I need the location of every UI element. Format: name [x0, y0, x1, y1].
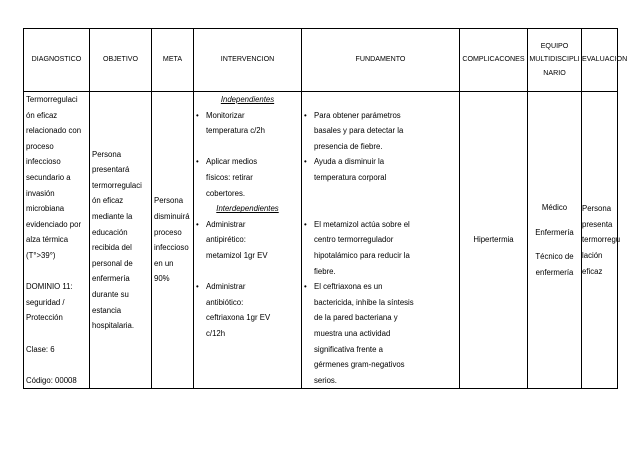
diagnostico-line: alza térmica [26, 235, 69, 245]
clase-text: Clase: 6 [26, 344, 55, 354]
objetivo-line: personal de [92, 258, 133, 268]
objetivo-cell [90, 92, 152, 389]
diagnostico-line: ón eficaz [26, 110, 58, 120]
diagnostico-line: invasión [26, 188, 55, 198]
objetivo-line: presentará [92, 165, 130, 175]
diagnostico-line: proceso [26, 141, 54, 151]
list-item: • Monitorizar temperatura c/2h [194, 108, 301, 139]
header-intervencion: INTERVENCION [194, 29, 302, 92]
list-item: • Para obtener parámetros basales y para detectar la presencia de fiebre. [302, 108, 459, 155]
diagnostico-line: secundario a [26, 172, 71, 182]
dominio-line: seguridad / [26, 297, 65, 307]
care-plan-table [23, 28, 628, 389]
header-evaluacion: EVALUACION [582, 29, 618, 92]
bullet-icon: • [304, 110, 307, 120]
intervencion-cell [194, 92, 302, 389]
header-diagnostico: DIAGNOSTICO [24, 29, 90, 92]
bullet-icon: • [304, 157, 307, 167]
evaluacion-line: termorregu [582, 235, 621, 245]
diagnostico-line: (T°>39°) [26, 250, 56, 260]
diagnostico-line: relacionado con [26, 126, 82, 136]
codigo-text: Código: 00008 [26, 375, 77, 385]
complicaciones-text: Hipertermia [473, 235, 514, 245]
diagnostico-line: infeccioso [26, 157, 61, 167]
bullet-icon: • [196, 110, 199, 120]
meta-line: disminuirá [154, 211, 190, 221]
list-item: • Ayuda a disminuir la temperatura corporal [302, 154, 459, 185]
intervencion-list [194, 108, 301, 202]
list-item: • Administrar antibiótico: ceftriaxona 1gr EV c/12h [194, 279, 301, 341]
interdependientes-heading: Interdependientes [216, 204, 279, 214]
meta-line: proceso [154, 227, 182, 237]
fundamento-cell [302, 92, 460, 389]
list-item: • El ceftriaxona es un bactericida, inhibe la síntesis de la pared bacteriana y muestra una actividad significativa frente a gérmenes gram-negativos serios. [302, 279, 459, 388]
objetivo-line: Persona [92, 149, 122, 159]
fundamento-list [302, 108, 459, 389]
header-objetivo: OBJETIVO [90, 29, 152, 92]
header-equipo: EQUIPO MULTIDISCIPLI NARIO [528, 29, 582, 92]
dominio-line: Protección [26, 313, 63, 323]
dominio-line: DOMINIO 11: [26, 282, 73, 292]
diagnostico-line: evidenciado por [26, 219, 82, 229]
meta-line: 90% [154, 274, 170, 284]
meta-line: en un [154, 258, 174, 268]
diagnostico-line: microbiana [26, 204, 65, 214]
equipo-tecnico: enfermería [535, 267, 574, 277]
bullet-icon: • [196, 157, 199, 167]
bullet-icon: • [196, 282, 199, 292]
bullet-icon: • [304, 282, 307, 292]
header-fundamento: FUNDAMENTO [302, 29, 460, 92]
header-row [24, 29, 618, 92]
meta-line: Persona [154, 196, 184, 206]
evaluacion-line: eficaz [582, 266, 603, 276]
meta-cell [152, 92, 194, 389]
objetivo-line: durante su [92, 289, 129, 299]
objetivo-line: ón eficaz [92, 196, 124, 206]
objetivo-line: termorregulaci [92, 180, 142, 190]
list-item: • Aplicar medios físicos: retirar cobertores. [194, 154, 301, 201]
list-item: • Administrar antipirético: metamizol 1gr EV [194, 217, 301, 264]
diagnostico-line: Termorregulaci [26, 95, 78, 104]
equipo-medico: Médico [541, 202, 568, 212]
equipo-cell [528, 92, 582, 389]
bullet-icon: • [196, 219, 199, 229]
objetivo-line: mediante la [92, 211, 133, 221]
evaluacion-line: presenta [582, 219, 613, 229]
objetivo-line: enfermería [92, 274, 130, 284]
objetivo-line: recibida del [92, 243, 132, 253]
header-meta: META [152, 29, 194, 92]
evaluacion-cell [582, 92, 621, 389]
independientes-heading: Independientes [220, 95, 275, 104]
meta-line: infeccioso [154, 243, 189, 253]
evaluacion-line: lación [582, 250, 603, 260]
bullet-icon: • [304, 219, 307, 229]
objetivo-line: estancia [92, 305, 122, 315]
objetivo-line: hospitalaria. [92, 321, 135, 331]
table-row [24, 92, 618, 389]
equipo-enfermeria: Enfermería [535, 227, 574, 237]
diagnostico-cell [24, 92, 90, 389]
evaluacion-line: Persona [582, 204, 612, 214]
objetivo-line: educación [92, 227, 128, 237]
list-item: • El metamizol actúa sobre el centro termorregulador hipotalámico para reducir la fiebre. [302, 217, 459, 279]
header-complicaciones: COMPLICACONES [460, 29, 528, 92]
complicaciones-cell [460, 92, 528, 389]
equipo-tecnico: Técnico de [535, 252, 574, 262]
